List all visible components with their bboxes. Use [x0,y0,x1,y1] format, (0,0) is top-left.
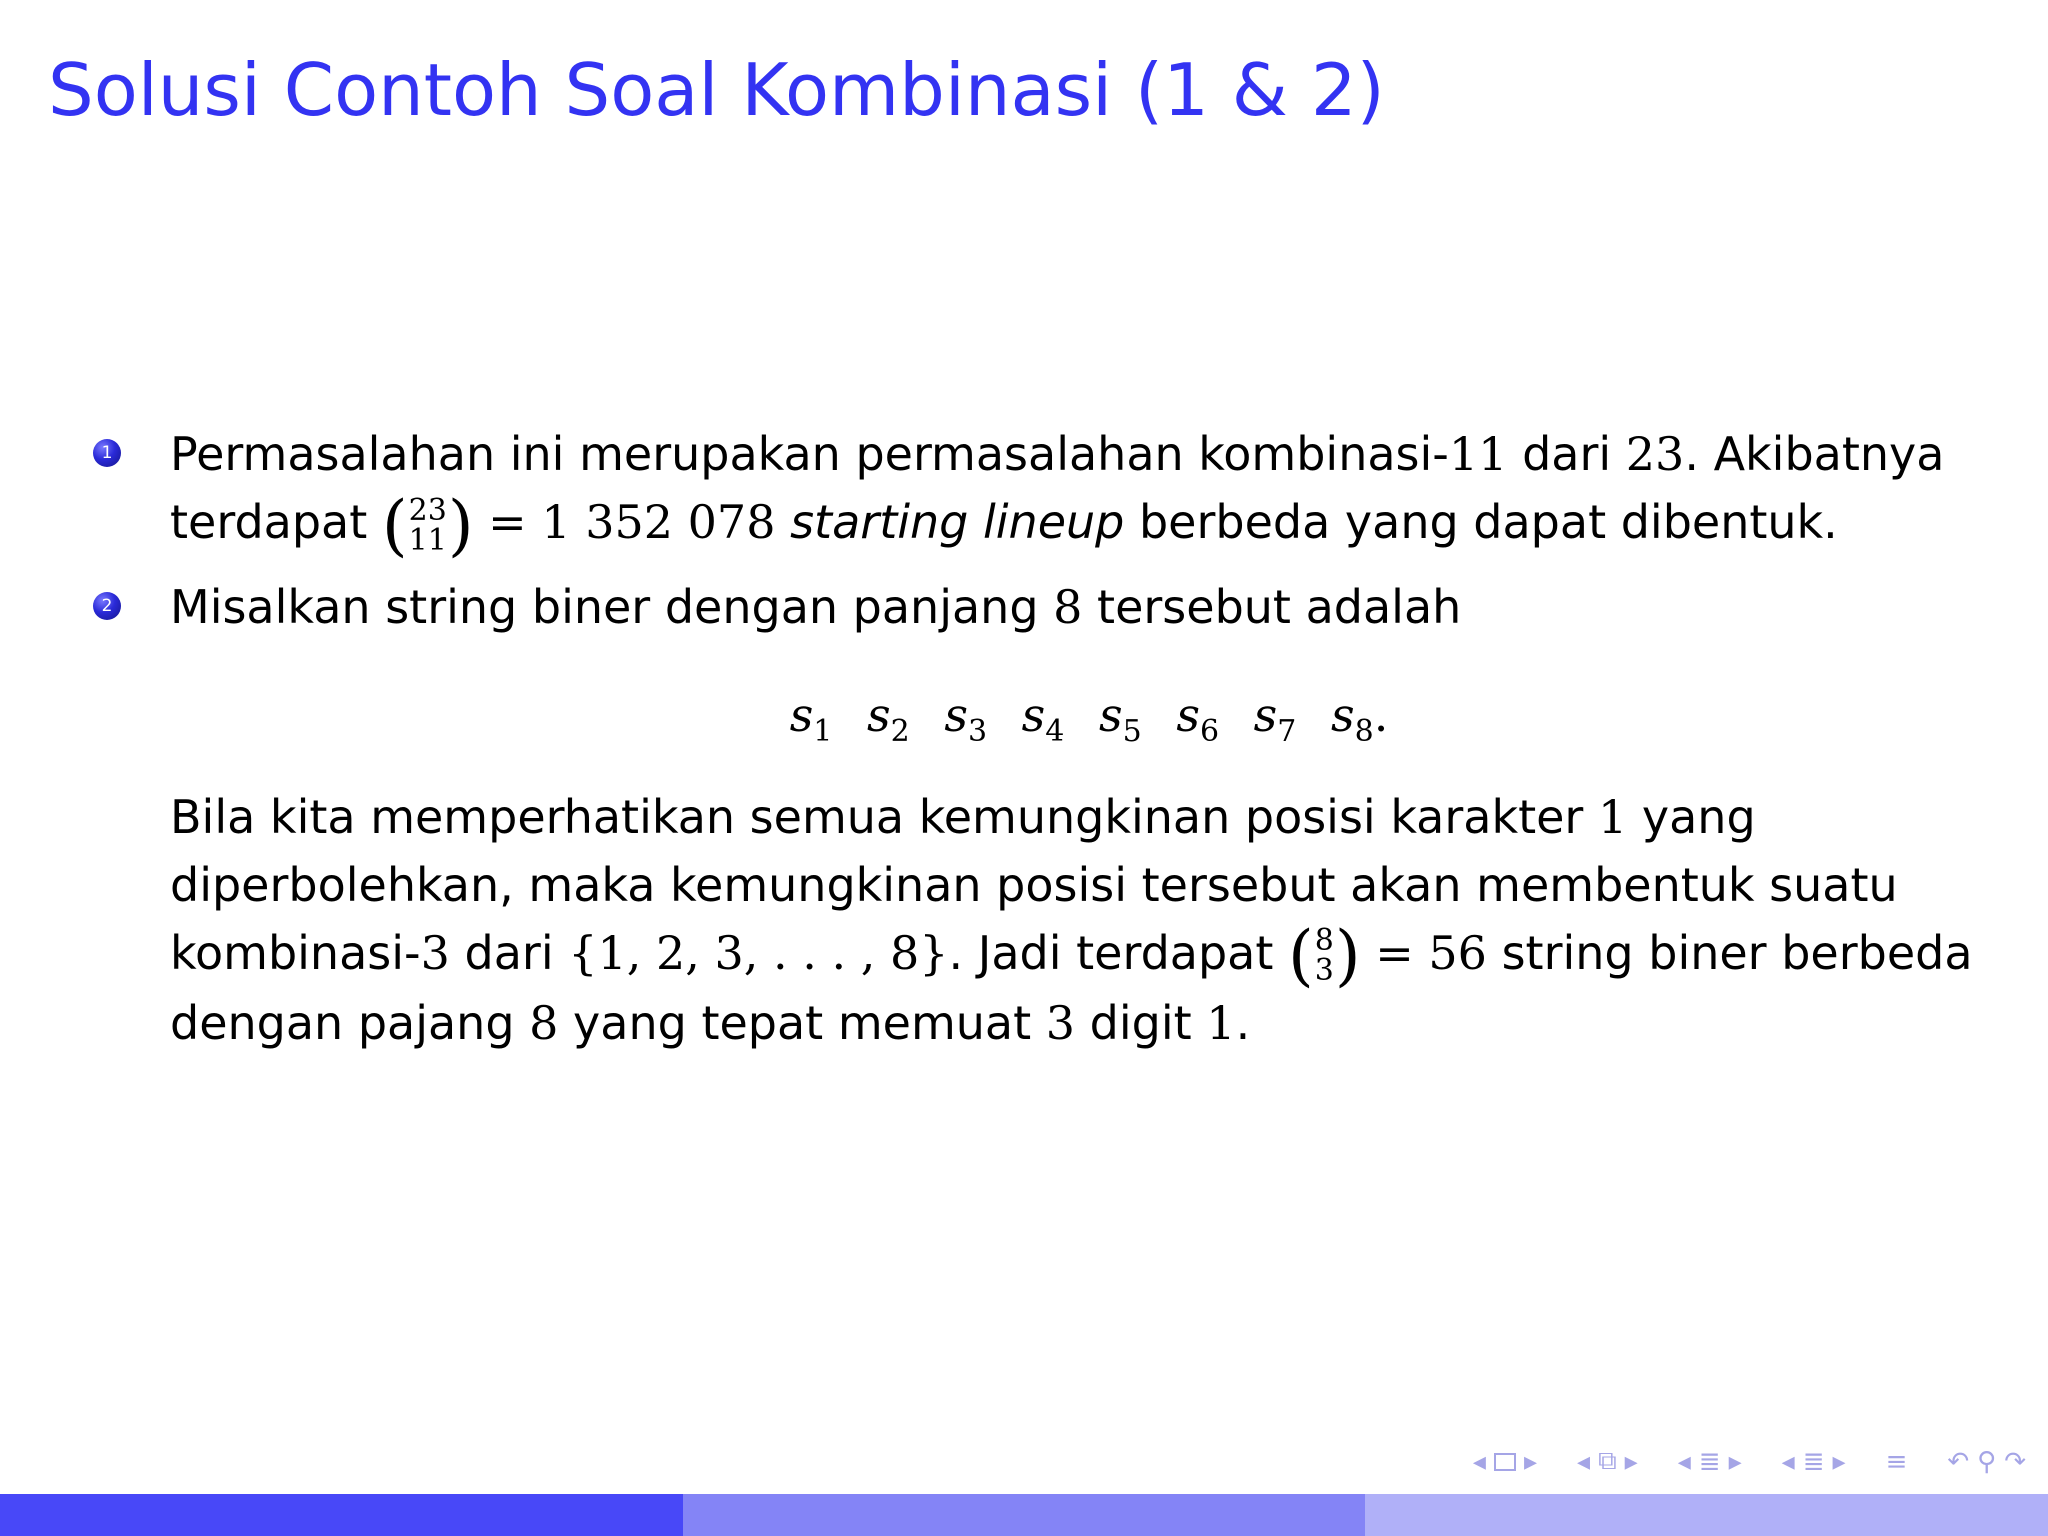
text: terdapat [170,495,382,549]
math: 1 [1206,996,1236,1050]
footer-segment-right [1365,1494,2048,1536]
binom-top: 23 [408,492,447,528]
binom-bottom: 3 [1314,953,1334,988]
nav-prev-section-icon[interactable]: ◂ [1677,1446,1691,1477]
binom-bottom: 11 [408,522,447,558]
subscript: 6 [1199,713,1220,749]
nav-back-icon[interactable]: ↶ [1947,1446,1970,1477]
text: digit [1075,996,1207,1050]
nav-next-document-icon[interactable]: ▸ [1832,1446,1846,1477]
text: Bila kita memperhatikan semua kemungkinan posisi karakter [170,789,1598,844]
subscript: 3 [967,713,988,749]
var: s [1176,687,1200,742]
paragraph [170,783,2008,1058]
nav-next-section-icon[interactable]: ▸ [1728,1446,1742,1477]
list-item-1 [88,420,2008,564]
text: . [1235,996,1251,1050]
var: s [1253,687,1278,742]
text: dari [1507,427,1626,481]
subscript: 2 [890,713,910,749]
nav-forward-icon[interactable]: ↷ [2004,1446,2026,1477]
subscript: 5 [1122,713,1142,749]
nav-document-icon[interactable]: ≣ [1802,1446,1825,1477]
math-set: {1, 2, 3, . . . , 8} [568,925,949,980]
nav-outline-icon[interactable]: ≡ [1885,1446,1908,1477]
text: berbeda yang dapat dibentuk. [1124,495,1838,549]
subscript: 4 [1045,713,1065,749]
text: tersebut adalah [1082,579,1462,634]
nav-frame-group [1473,1447,1537,1477]
nav-prev-subsection-icon[interactable]: ◂ [1577,1446,1591,1477]
nav-prev-frame-icon[interactable]: ◂ [1472,1446,1486,1477]
slide-title: Solusi Contoh Soal Kombinasi (1 & 2) [48,48,1385,132]
nav-section-group [1678,1447,1742,1477]
enumerate-bullet-1: 1 [93,439,121,467]
nav-subsection-icon[interactable]: ⧉ [1598,1446,1617,1476]
math: 1 [1597,789,1628,844]
footer-segment-middle [683,1494,1366,1536]
binomial-8-3: ( 8 3 ) [1288,917,1361,994]
nav-outline-group [1886,1447,1908,1477]
nav-subsection-group [1577,1446,1638,1477]
var: s [1330,687,1355,742]
text: dari [449,925,569,980]
text: . Jadi terdapat [948,925,1289,980]
nav-frame-icon[interactable] [1494,1453,1516,1471]
text: yang diperbolehkan, maka kemungkinan posisi tersebut akan membentuk suatu kombinasi- [170,789,1898,980]
var: s [867,687,891,742]
binom-top: 8 [1314,923,1334,958]
list-item-2 [88,573,2008,1058]
math: 8 [1053,579,1083,634]
beamer-navigation [1473,1446,2026,1477]
slide-content [88,420,2008,1057]
math: 11 [1448,427,1508,481]
var: s [789,687,814,742]
math: 8 [529,996,559,1050]
text: Misalkan string biner dengan panjang [170,579,1054,634]
subscript: 7 [1277,713,1297,749]
text: . Akibatnya [1684,427,1945,481]
math: 3 [420,925,450,980]
footer-segment-left [0,1494,683,1536]
nav-next-subsection-icon[interactable]: ▸ [1624,1446,1638,1477]
nav-search-icon[interactable]: ⚲ [1977,1446,1997,1477]
nav-next-frame-icon[interactable]: ▸ [1523,1446,1538,1477]
text: string biner berbeda dengan pajang [170,925,1973,1050]
binomial-23-11: ( 23 11 ) [381,486,474,564]
subscript: 8 [1354,713,1374,749]
subscript: 1 [813,713,833,749]
nav-search-group [1947,1447,2026,1477]
period: . [1373,687,1389,742]
math: = 56 [1360,925,1487,980]
var: s [1021,687,1046,742]
display-equation [170,681,2008,749]
var: s [1099,687,1123,742]
nav-document-group [1782,1447,1846,1477]
text: yang tepat memuat [558,996,1046,1050]
math: = 1 352 078 [473,495,791,549]
nav-section-icon[interactable]: ≣ [1698,1446,1721,1477]
emphasis-text: starting lineup [790,495,1125,549]
enumerate-bullet-2: 2 [93,592,121,620]
math: 3 [1045,996,1076,1050]
math: 23 [1625,427,1685,481]
var: s [944,687,968,742]
footer-progress-bar [0,1494,2048,1536]
nav-prev-document-icon[interactable]: ◂ [1781,1446,1795,1477]
text: Permasalahan ini merupakan permasalahan kombinasi- [170,427,1449,481]
